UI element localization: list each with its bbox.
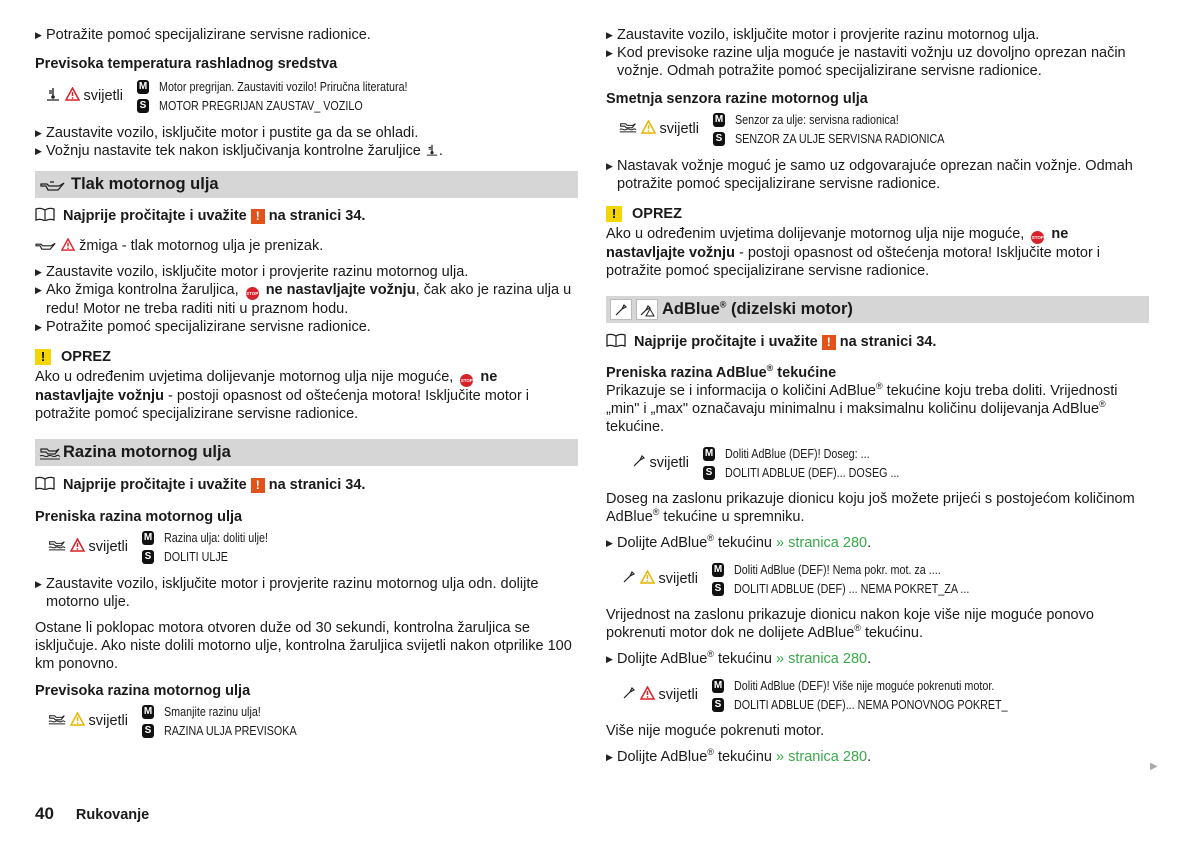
high-oil-bullet-1: ▶ Zaustavite vozilo, isključite motor i provjerite razinu motornog ulja. <box>606 26 1149 44</box>
page-footer <box>35 804 149 824</box>
oil-level-icon <box>48 539 66 555</box>
oil-pressure-flash-note: žmiga - tlak motornog ulja je prenizak. <box>35 237 578 255</box>
coolant-temperature-icon <box>45 87 61 105</box>
caution-icon: ! <box>606 206 622 222</box>
oil-level-icon <box>39 443 61 463</box>
s-display-badge: S <box>703 466 715 480</box>
adblue-low-heading: Preniska razina AdBlue® tekućine <box>606 363 837 381</box>
red-warning-triangle-icon <box>640 686 655 704</box>
adblue-nozzle-icon <box>622 686 636 704</box>
m-display-badge: M <box>713 679 723 691</box>
s-display-badge: S <box>713 132 725 146</box>
caution-heading: ! OPREZ <box>606 206 1149 222</box>
exclamation-icon: ! <box>251 478 265 493</box>
coolant-bullet-1: ▶ Zaustavite vozilo, isključite motor i pustite ga da se ohladi. <box>35 124 578 142</box>
stop-icon: STOP <box>460 374 473 387</box>
adblue-nozzle-icon <box>622 570 636 588</box>
exclamation-icon: ! <box>251 209 265 224</box>
section-header-oil-level <box>35 439 578 466</box>
adblue-warning-icon <box>636 299 658 320</box>
caution-heading: ! OPREZ <box>35 349 578 365</box>
s-display-text: SENZOR ZA ULJE SERVISNA RADIONICA <box>735 131 945 146</box>
m-display-text: Motor pregrijan. Zaustaviti vozilo! Priručna literatura! <box>159 79 408 94</box>
right-column <box>606 26 1149 766</box>
coolant-bullet-2: ▶ Vožnju nastavite tek nakon isključivanja kontrolne žaruljice . <box>35 142 578 160</box>
red-warning-triangle-icon <box>61 238 75 254</box>
m-display-text: Doliti AdBlue (DEF)! Doseg: ... <box>725 446 870 461</box>
page-link[interactable]: » stranica 280 <box>776 651 868 667</box>
oil-pressure-bullet-1: ▶ Zaustavite vozilo, isključite motor i provjerite razinu motornog ulja. <box>35 263 578 281</box>
section-header-adblue <box>606 296 1149 323</box>
s-display-text: DOLITI ADBLUE (DEF)... DOSEG ... <box>725 465 900 480</box>
m-display-badge: M <box>143 705 153 717</box>
sensor-message <box>606 110 1149 148</box>
s-display-text: DOLITI ULJE <box>164 549 228 564</box>
m-display-badge: M <box>143 531 153 543</box>
yellow-warning-triangle-icon <box>70 712 85 730</box>
section-header-oil-pressure <box>35 171 578 198</box>
s-display-badge: S <box>142 550 154 564</box>
next-page-arrow-icon[interactable]: ▶ <box>1150 761 1158 772</box>
oil-level-icon <box>48 713 66 729</box>
page-link[interactable]: » stranica 280 <box>776 535 868 551</box>
low-oil-heading: Preniska razina motornog ulja <box>35 509 243 525</box>
oil-pressure-bullet-3: ▶ Potražite pomoć specijalizirane servisne radionice. <box>35 318 578 336</box>
high-oil-message <box>35 702 578 740</box>
stop-icon: STOP <box>246 287 259 300</box>
s-display-badge: S <box>137 99 149 113</box>
m-display-badge: M <box>713 563 723 575</box>
book-icon <box>606 333 628 351</box>
chapter-title: Rukovanje <box>75 807 150 823</box>
oil-pressure-bullet-2: ▶ Ako žmiga kontrolna žaruljica, STOP ne nastavljajte vožnju, čak ako je razina ulja u redu! Motor ne treba raditi niti u praznom hodu. <box>35 281 578 318</box>
adblue-add-bullet: ▶ Dolijte AdBlue® tekućinu » stranica 280. <box>606 650 1149 668</box>
page-number: 40 <box>35 804 54 823</box>
low-oil-message <box>35 528 578 566</box>
lamp-status-text: svijetli <box>658 687 698 703</box>
sensor-bullet: ▶ Nastavak vožnje moguć je samo uz odgovarajuće oprezan način vožnje. Odmah potražite pomoć specijalizirane servisne radionice. <box>606 157 1149 193</box>
lamp-status-text: svijetli <box>88 539 128 555</box>
s-display-text: MOTOR PREGRIJAN ZAUSTAV_ VOZILO <box>159 98 363 113</box>
exclamation-icon: ! <box>822 335 836 350</box>
m-display-text: Razina ulja: doliti ulje! <box>164 530 268 545</box>
adblue-paragraph-3: Vrijednost na zaslonu prikazuje dionicu nakon koje više nije moguće ponovo pokrenuti motor dok ne dolijete AdBlue® tekućinu. <box>606 607 1094 641</box>
book-icon <box>35 207 57 225</box>
adblue-nozzle-icon <box>632 454 646 472</box>
read-first-note: Najprije pročitajte i uvažite ! na stranici 34. <box>35 207 578 225</box>
lamp-status-text: svijetli <box>659 121 699 137</box>
m-display-text: Doliti AdBlue (DEF)! Više nije moguće pokrenuti motor. <box>734 678 995 693</box>
coolant-temperature-icon <box>425 143 439 159</box>
adblue-add-bullet: ▶ Dolijte AdBlue® tekućinu » stranica 280. <box>606 534 1149 552</box>
m-display-badge: M <box>714 113 724 125</box>
m-display-text: Senzor za ulje: servisna radionica! <box>735 112 899 127</box>
read-first-note: Najprije pročitajte i uvažite ! na stranici 34. <box>606 333 1149 351</box>
caution-icon: ! <box>35 349 51 365</box>
adblue-add-bullet: ▶ Dolijte AdBlue® tekućinu » stranica 280. <box>606 748 1149 766</box>
m-display-text: Smanjite razinu ulja! <box>164 704 261 719</box>
yellow-warning-triangle-icon <box>640 570 655 588</box>
low-oil-bullet: ▶ Zaustavite vozilo, isključite motor i provjerite razinu motornog ulja odn. dolijte motorno ulje. <box>35 575 578 611</box>
s-display-text: DOLITI ADBLUE (DEF)... NEMA PONOVNOG POKRET_ <box>734 697 1008 712</box>
adblue-paragraph-4: Više nije moguće pokrenuti motor. <box>606 723 825 739</box>
coolant-message <box>35 77 578 115</box>
s-display-badge: S <box>712 698 724 712</box>
m-display-badge: M <box>704 447 714 459</box>
lamp-status-text: svijetli <box>88 713 128 729</box>
oil-level-icon <box>619 121 637 137</box>
s-display-badge: S <box>712 582 724 596</box>
m-display-text: Doliti AdBlue (DEF)! Nema pokr. mot. za .... <box>734 562 941 577</box>
book-icon <box>35 476 57 494</box>
high-oil-bullet-2: ▶ Kod previsoke razine ulja moguće je nastaviti vožnju uz dovoljno oprezan način vožnje. Odmah potražite pomoć specijalizirane servisne radionice. <box>606 44 1149 80</box>
oil-can-icon <box>35 238 57 254</box>
high-oil-heading: Previsoka razina motornog ulja <box>35 683 251 699</box>
oil-can-icon <box>39 175 67 195</box>
adblue-message-1 <box>606 444 1149 482</box>
low-oil-paragraph: Ostane li poklopac motora otvoren duže od 30 sekundi, kontrolna žaruljica se isključuje. Ako niste dolili motorno ulje, kontrolna žaruljica svijetli nakon otprilike 100 km ponovno. <box>35 620 572 672</box>
page-link[interactable]: » stranica 280 <box>776 749 868 765</box>
stop-icon: STOP <box>1031 231 1044 244</box>
section-title: Razina motornog ulja <box>63 443 231 461</box>
adblue-paragraph-2: Doseg na zaslonu prikazuje dionicu koju još možete prijeći s postojećom količinom AdBlue® tekućine u spremniku. <box>606 491 1135 525</box>
s-display-badge: S <box>142 724 154 738</box>
adblue-nozzle-icon <box>610 299 632 320</box>
lamp-status-text: svijetli <box>83 88 123 104</box>
red-warning-triangle-icon <box>70 538 85 556</box>
s-display-text: DOLITI ADBLUE (DEF) ... NEMA POKRET_ZA ... <box>734 581 970 596</box>
red-warning-triangle-icon <box>65 87 80 105</box>
left-column <box>35 26 578 740</box>
yellow-warning-triangle-icon <box>641 120 656 138</box>
adblue-paragraph-1: Prikazuje se i informacija o količini AdBlue® tekućine koju treba doliti. Vrijednosti „min" i „max" označavaju minimalnu i maksimalnu količinu dolijevanja AdBlue® tekućine. <box>606 381 1118 435</box>
sensor-heading: Smetnja senzora razine motornog ulja <box>606 91 868 107</box>
section-title: AdBlue® (dizelski motor) <box>662 299 853 318</box>
lamp-status-text: svijetli <box>658 571 698 587</box>
read-first-note: Najprije pročitajte i uvažite ! na stranici 34. <box>35 476 578 494</box>
adblue-message-2 <box>606 560 1149 598</box>
s-display-text: RAZINA ULJA PREVISOKA <box>164 723 297 738</box>
section-title: Tlak motornog ulja <box>71 175 219 193</box>
coolant-heading: Previsoka temperatura rashladnog sredstva <box>35 56 338 72</box>
m-display-badge: M <box>138 80 148 92</box>
adblue-message-3 <box>606 676 1149 714</box>
bullet-find-service: ▶ Potražite pomoć specijalizirane servisne radionice. <box>35 26 578 44</box>
caution-text: Ako u određenim uvjetima dolijevanje motornog ulja nije moguće, STOP ne nastavljajte vožnju - postoji opasnost od oštećenja motora! Isključite motor i potražite pomoć specijalizirane servisne radionice. <box>606 226 1101 279</box>
caution-text: Ako u određenim uvjetima dolijevanje motornog ulja nije moguće, STOP ne nastavljajte vožnju - postoji opasnost od oštećenja motora! Isključite motor i potražite pomoć specijalizirane servisne radionice. <box>35 369 530 422</box>
lamp-status-text: svijetli <box>649 455 689 471</box>
